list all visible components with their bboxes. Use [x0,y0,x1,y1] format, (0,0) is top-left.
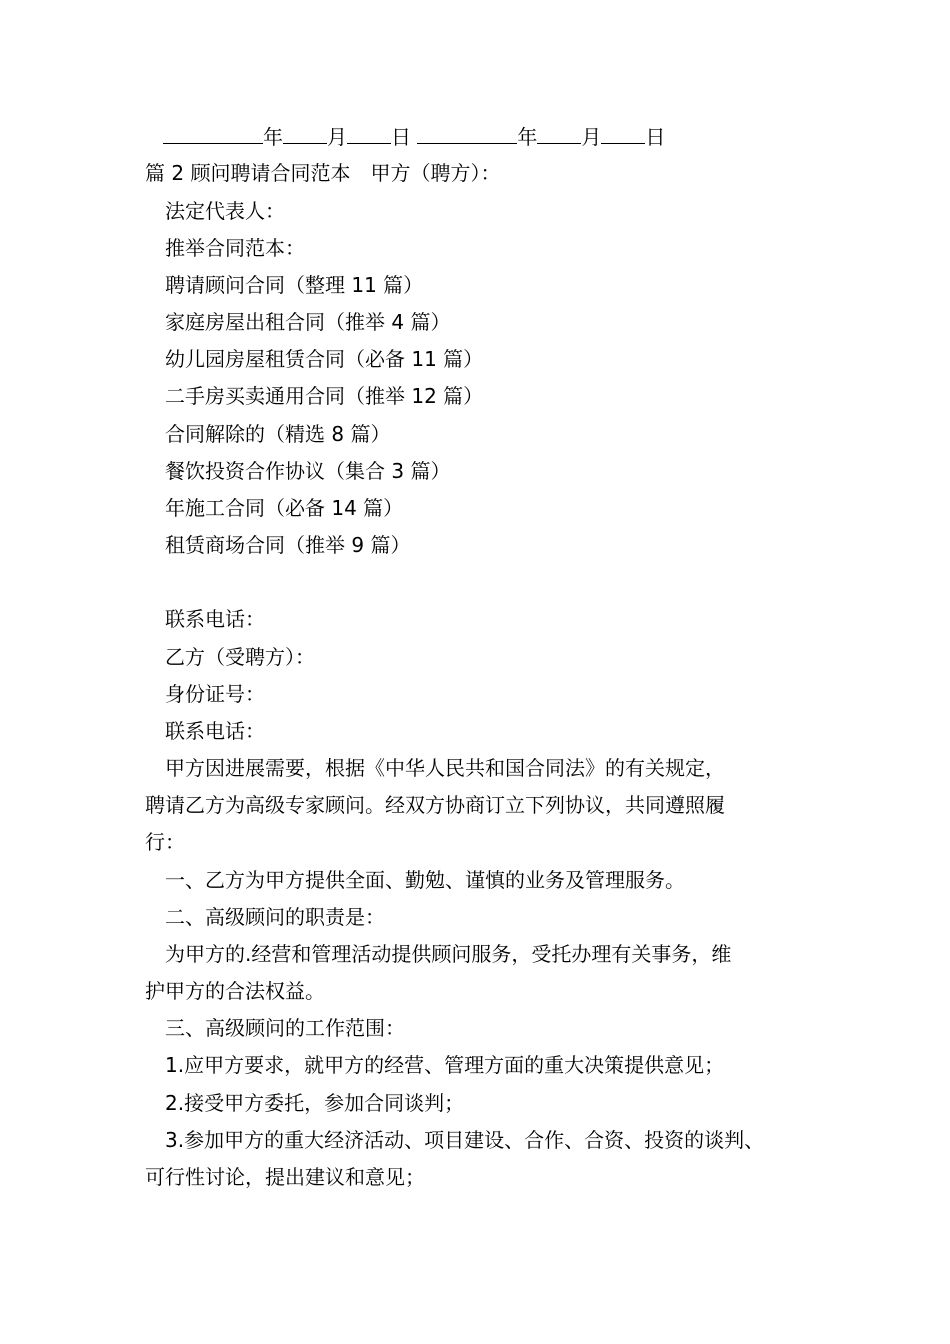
recommend-title: 推举合同范本： [165,236,305,260]
clause-2-title: 二、高级顾问的职责是： [165,905,385,929]
party-a-representative: 法定代表人： [165,199,285,223]
clause-3-title: 三、高级顾问的工作范围： [165,1016,405,1040]
intro-paragraph-line2: 聘请乙方为高级专家顾问。经双方协商订立下列协议，共同遵照履 [145,793,725,817]
intro-paragraph-line1: 甲方因进展需要，根据《中华人民共和国合同法》的有关规定， [165,756,725,780]
clause-3-item-2: 2.接受甲方委托，参加合同谈判； [165,1091,465,1115]
month-label-b: 月 [581,125,602,149]
day-blank-a [347,123,391,144]
clause-3-item-3-line1: 3.参加甲方的重大经济活动、项目建设、合作、合资、投资的谈判、 [165,1128,765,1152]
intro-paragraph-line3: 行： [145,830,185,854]
party-a-phone: 联系电话： [165,607,265,631]
contract-heading: 篇 2 顾问聘请合同范本 甲方（聘方）： [145,161,501,185]
clause-3-item-3-line2: 可行性讨论，提出建议和意见； [145,1165,425,1189]
recommend-item[interactable]: 聘请顾问合同（整理 11 篇） [165,273,424,297]
year-label-a: 年 [263,125,283,149]
date-signature-line [163,123,665,150]
month-label-a: 月 [327,125,347,149]
clause-2-body-line1: 为甲方的.经营和管理活动提供顾问服务，受托办理有关事务，维 [165,942,732,966]
year-blank-b [417,123,517,144]
clause-1: 一、乙方为甲方提供全面、勤勉、谨慎的业务及管理服务。 [165,868,685,892]
recommend-item[interactable]: 合同解除的（精选 8 篇） [165,422,391,446]
recommend-item[interactable]: 餐饮投资合作协议（集合 3 篇） [165,459,451,483]
year-label-b: 年 [517,125,538,149]
year-blank-a [163,123,263,144]
recommend-item[interactable]: 幼儿园房屋租赁合同（必备 11 篇） [165,347,484,371]
recommend-item[interactable]: 年施工合同（必备 14 篇） [165,496,404,520]
recommend-item[interactable]: 租赁商场合同（推举 9 篇） [165,533,411,557]
day-blank-b [601,123,645,144]
month-blank-b [537,123,581,144]
party-b-label: 乙方（受聘方）： [165,645,315,669]
recommend-item[interactable]: 二手房买卖通用合同（推举 12 篇） [165,384,484,408]
clause-3-item-1: 1.应甲方要求，就甲方的经营、管理方面的重大决策提供意见； [165,1053,725,1077]
id-number-label: 身份证号： [165,682,265,706]
day-label-a: 日 [391,125,411,149]
month-blank-a [283,123,327,144]
party-b-phone: 联系电话： [165,719,265,743]
clause-2-body-line2: 护甲方的合法权益。 [145,979,325,1003]
recommend-item[interactable]: 家庭房屋出租合同（推举 4 篇） [165,310,451,334]
day-label-b: 日 [645,125,666,149]
